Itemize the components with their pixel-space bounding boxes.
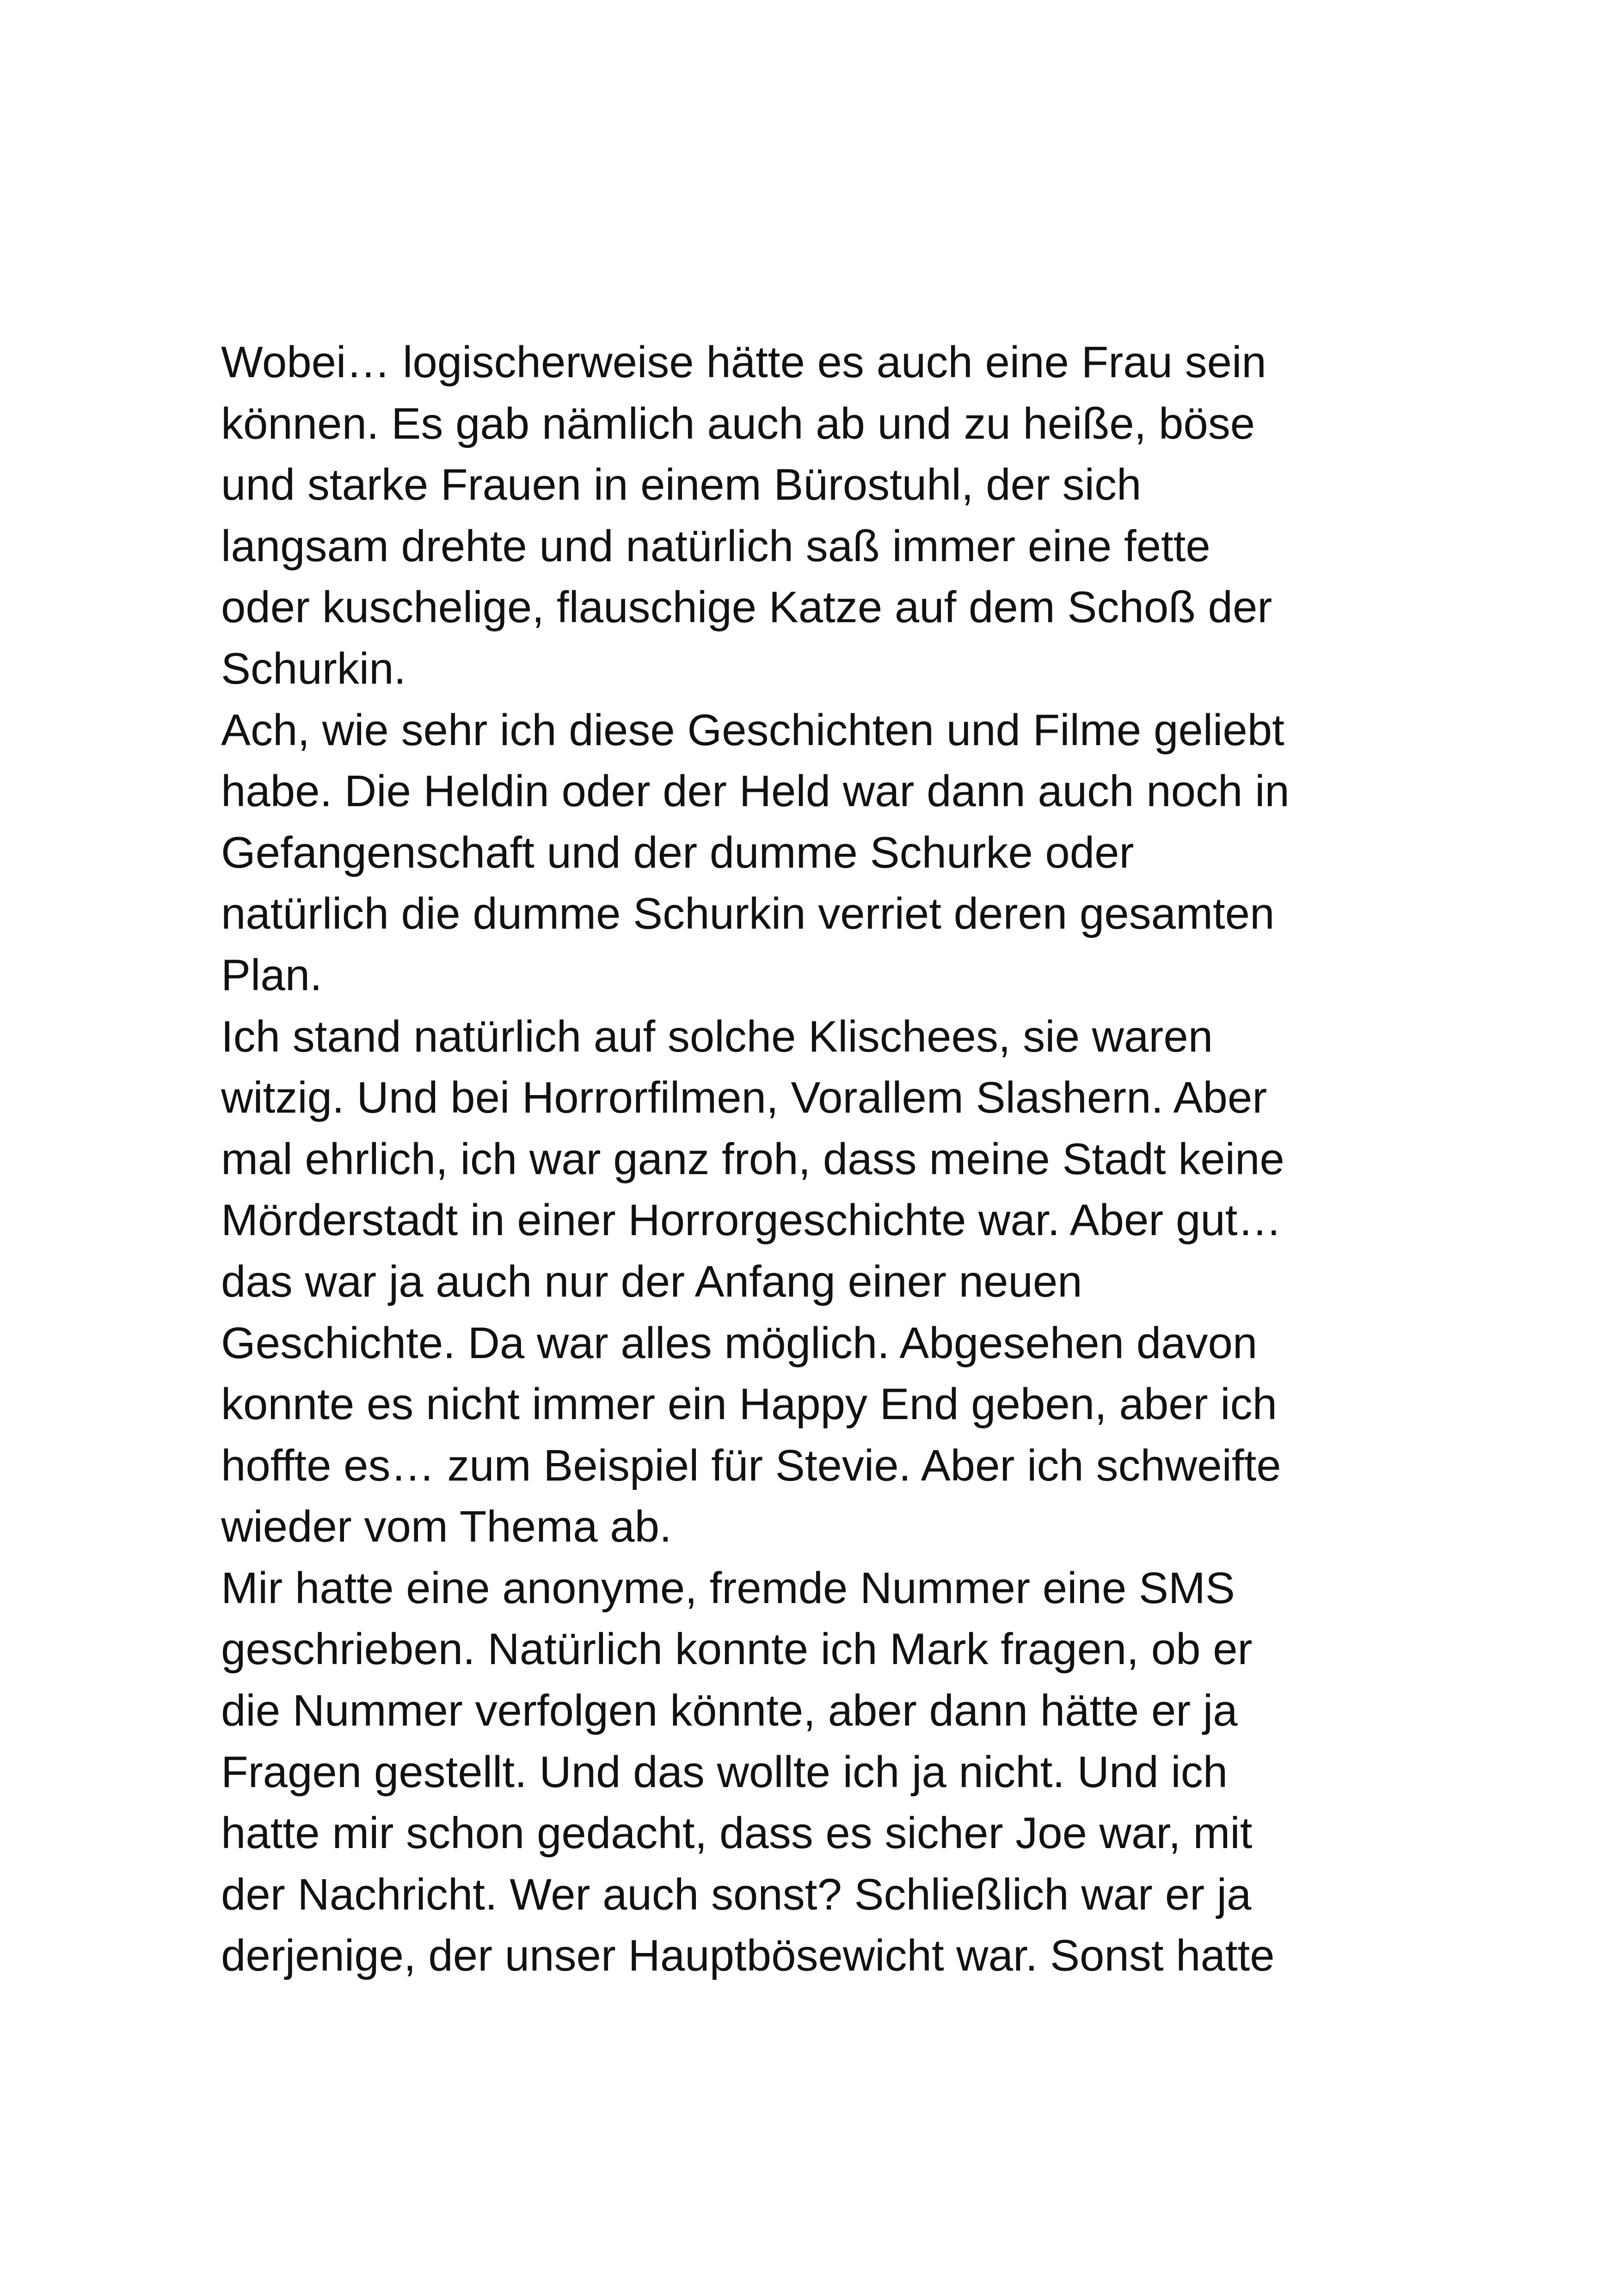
text-line: Schurkin. xyxy=(221,643,406,693)
text-line: Ich stand natürlich auf solche Klischees, sie waren xyxy=(221,1011,1213,1061)
text-line: oder kuschelige, flauschige Katze auf dem Schoß der xyxy=(221,582,1272,632)
text-line: Ach, wie sehr ich diese Geschichten und Filme geliebt xyxy=(221,705,1284,755)
text-line: geschrieben. Natürlich konnte ich Mark fragen, ob er xyxy=(221,1624,1253,1674)
text-line: die Nummer verfolgen könnte, aber dann hätte er ja xyxy=(221,1686,1238,1736)
body-text xyxy=(221,332,1423,1987)
text-line: hoffte es… zum Beispiel für Stevie. Aber ich schweifte xyxy=(221,1440,1281,1490)
text-line: hatte mir schon gedacht, dass es sicher Joe war, mit xyxy=(221,1808,1253,1858)
text-line: Geschichte. Da war alles möglich. Abgesehen davon xyxy=(221,1318,1258,1368)
text-line: Mir hatte eine anonyme, fremde Nummer eine SMS xyxy=(221,1563,1235,1613)
text-line: Gefangenschaft und der dumme Schurke oder xyxy=(221,827,1134,877)
text-line: natürlich die dumme Schurkin verriet deren gesamten xyxy=(221,889,1275,939)
text-line: witzig. Und bei Horrorfilmen, Vorallem Slashern. Aber xyxy=(221,1073,1267,1123)
text-line: können. Es gab nämlich auch ab und zu heiße, böse xyxy=(221,398,1255,448)
text-line: konnte es nicht immer ein Happy End geben, aber ich xyxy=(221,1379,1277,1429)
text-line: derjenige, der unser Hauptbösewicht war. Sonst hatte xyxy=(221,1931,1275,1981)
text-line: mal ehrlich, ich war ganz froh, dass meine Stadt keine xyxy=(221,1134,1284,1184)
text-line: Wobei… logischerweise hätte es auch eine Frau sein xyxy=(221,337,1266,387)
text-line: langsam drehte und natürlich saß immer eine fette xyxy=(221,521,1210,571)
text-line: Plan. xyxy=(221,950,322,1000)
text-line: und starke Frauen in einem Bürostuhl, der sich xyxy=(221,460,1142,510)
text-line: der Nachricht. Wer auch sonst? Schließlich war er ja xyxy=(221,1869,1252,1919)
text-line: Mörderstadt in einer Horrorgeschichte war. Aber gut… xyxy=(221,1195,1282,1245)
text-line: habe. Die Heldin oder der Held war dann auch noch in xyxy=(221,766,1290,816)
text-line: Fragen gestellt. Und das wollte ich ja nicht. Und ich xyxy=(221,1747,1228,1797)
text-line: wieder vom Thema ab. xyxy=(221,1502,672,1552)
text-line: das war ja auch nur der Anfang einer neuen xyxy=(221,1256,1082,1306)
